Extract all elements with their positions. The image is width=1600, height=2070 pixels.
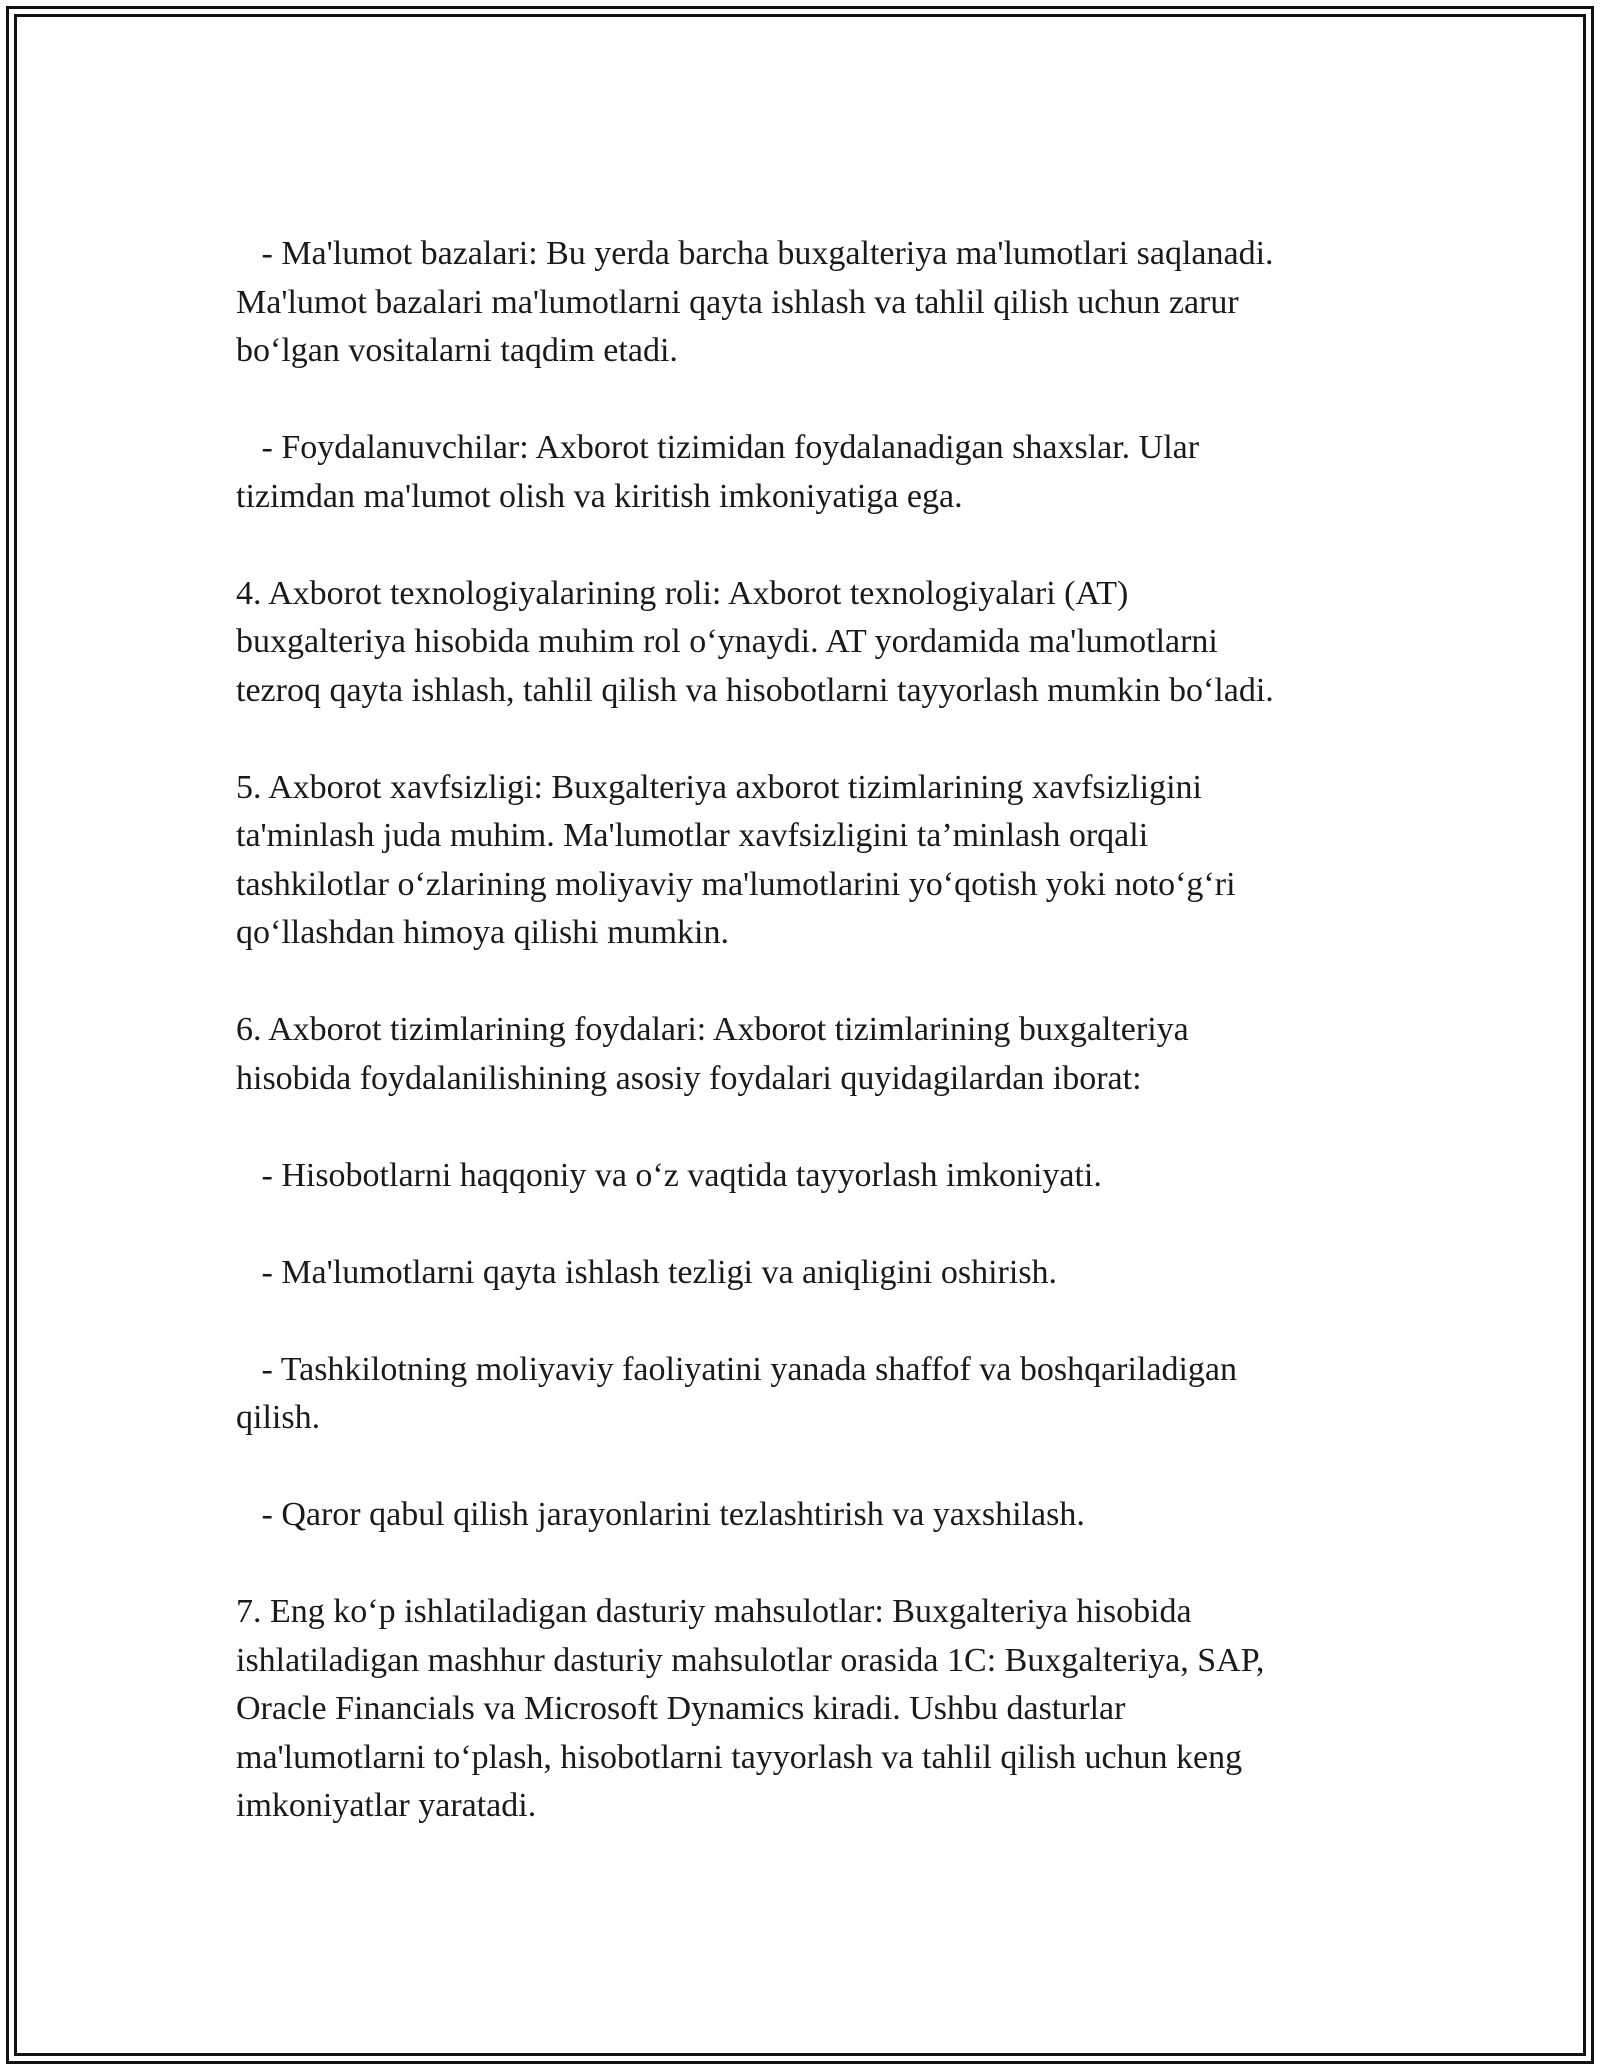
paragraph-software: 7. Eng ko‘p ishlatiladigan dasturiy mahsulotlar: Buxgalteriya hisobida ishlatiladigan mashhur dasturiy mahsulotlar orasida 1C: Buxgalteriya, SAP, Oracle Financials va Microsoft Dynamics kiradi. Ushbu dasturlar ma'lumotlarni to‘plash, hisobotlarni tayyorlash va tahlil qilish uchun keng imkoniyatlar yaratadi. bbox=[236, 1593, 1265, 1824]
paragraph-benefit-reports: - Hisobotlarni haqqoniy va o‘z vaqtida tayyorlash imkoniyati. bbox=[236, 1156, 1102, 1194]
paragraph-benefit-speed: - Ma'lumotlarni qayta ishlash tezligi va aniqligini oshirish. bbox=[236, 1253, 1058, 1291]
document-body bbox=[236, 230, 1366, 1831]
paragraph-security: 5. Axborot xavfsizligi: Buxgalteriya axborot tizimlarining xavfsizligini ta'minlash juda muhim. Ma'lumotlar xavfsizligini ta’minlash orqali tashkilotlar o‘zlarining moliyaviy ma'lumotlarini yo‘qotish yoki noto‘g‘ri qo‘llashdan himoya qilishi mumkin. bbox=[236, 768, 1236, 951]
paragraph-benefits: 6. Axborot tizimlarining foydalari: Axborot tizimlarining buxgalteriya hisobida foydalanilishining asosiy foydalari quyidagilardan iborat: bbox=[236, 1011, 1189, 1097]
paragraph-databases: - Ma'lumot bazalari: Bu yerda barcha buxgalteriya ma'lumotlari saqlanadi. Ma'lumot bazalari ma'lumotlarni qayta ishlash va tahlil qilish uchun zarur bo‘lgan vositalarni taqdim etadi. bbox=[236, 235, 1274, 369]
paragraph-benefit-transparency: - Tashkilotning moliyaviy faoliyatini yanada shaffof va boshqariladigan qilish. bbox=[236, 1350, 1238, 1436]
paragraph-it-role: 4. Axborot texnologiyalarining roli: Axborot texnologiyalari (AT) buxgalteriya hisobida muhim rol o‘ynaydi. AT yordamida ma'lumotlarni tezroq qayta ishlash, tahlil qilish va hisobotlarni tayyorlash mumkin bo‘ladi. bbox=[236, 574, 1274, 709]
paragraph-users: - Foydalanuvchilar: Axborot tizimidan foydalanadigan shaxslar. Ular tizimdan ma'lumot olish va kiritish imkoniyatiga ega. bbox=[236, 429, 1200, 515]
paragraph-benefit-decisions: - Qaror qabul qilish jarayonlarini tezlashtirish va yaxshilash. bbox=[236, 1496, 1085, 1533]
